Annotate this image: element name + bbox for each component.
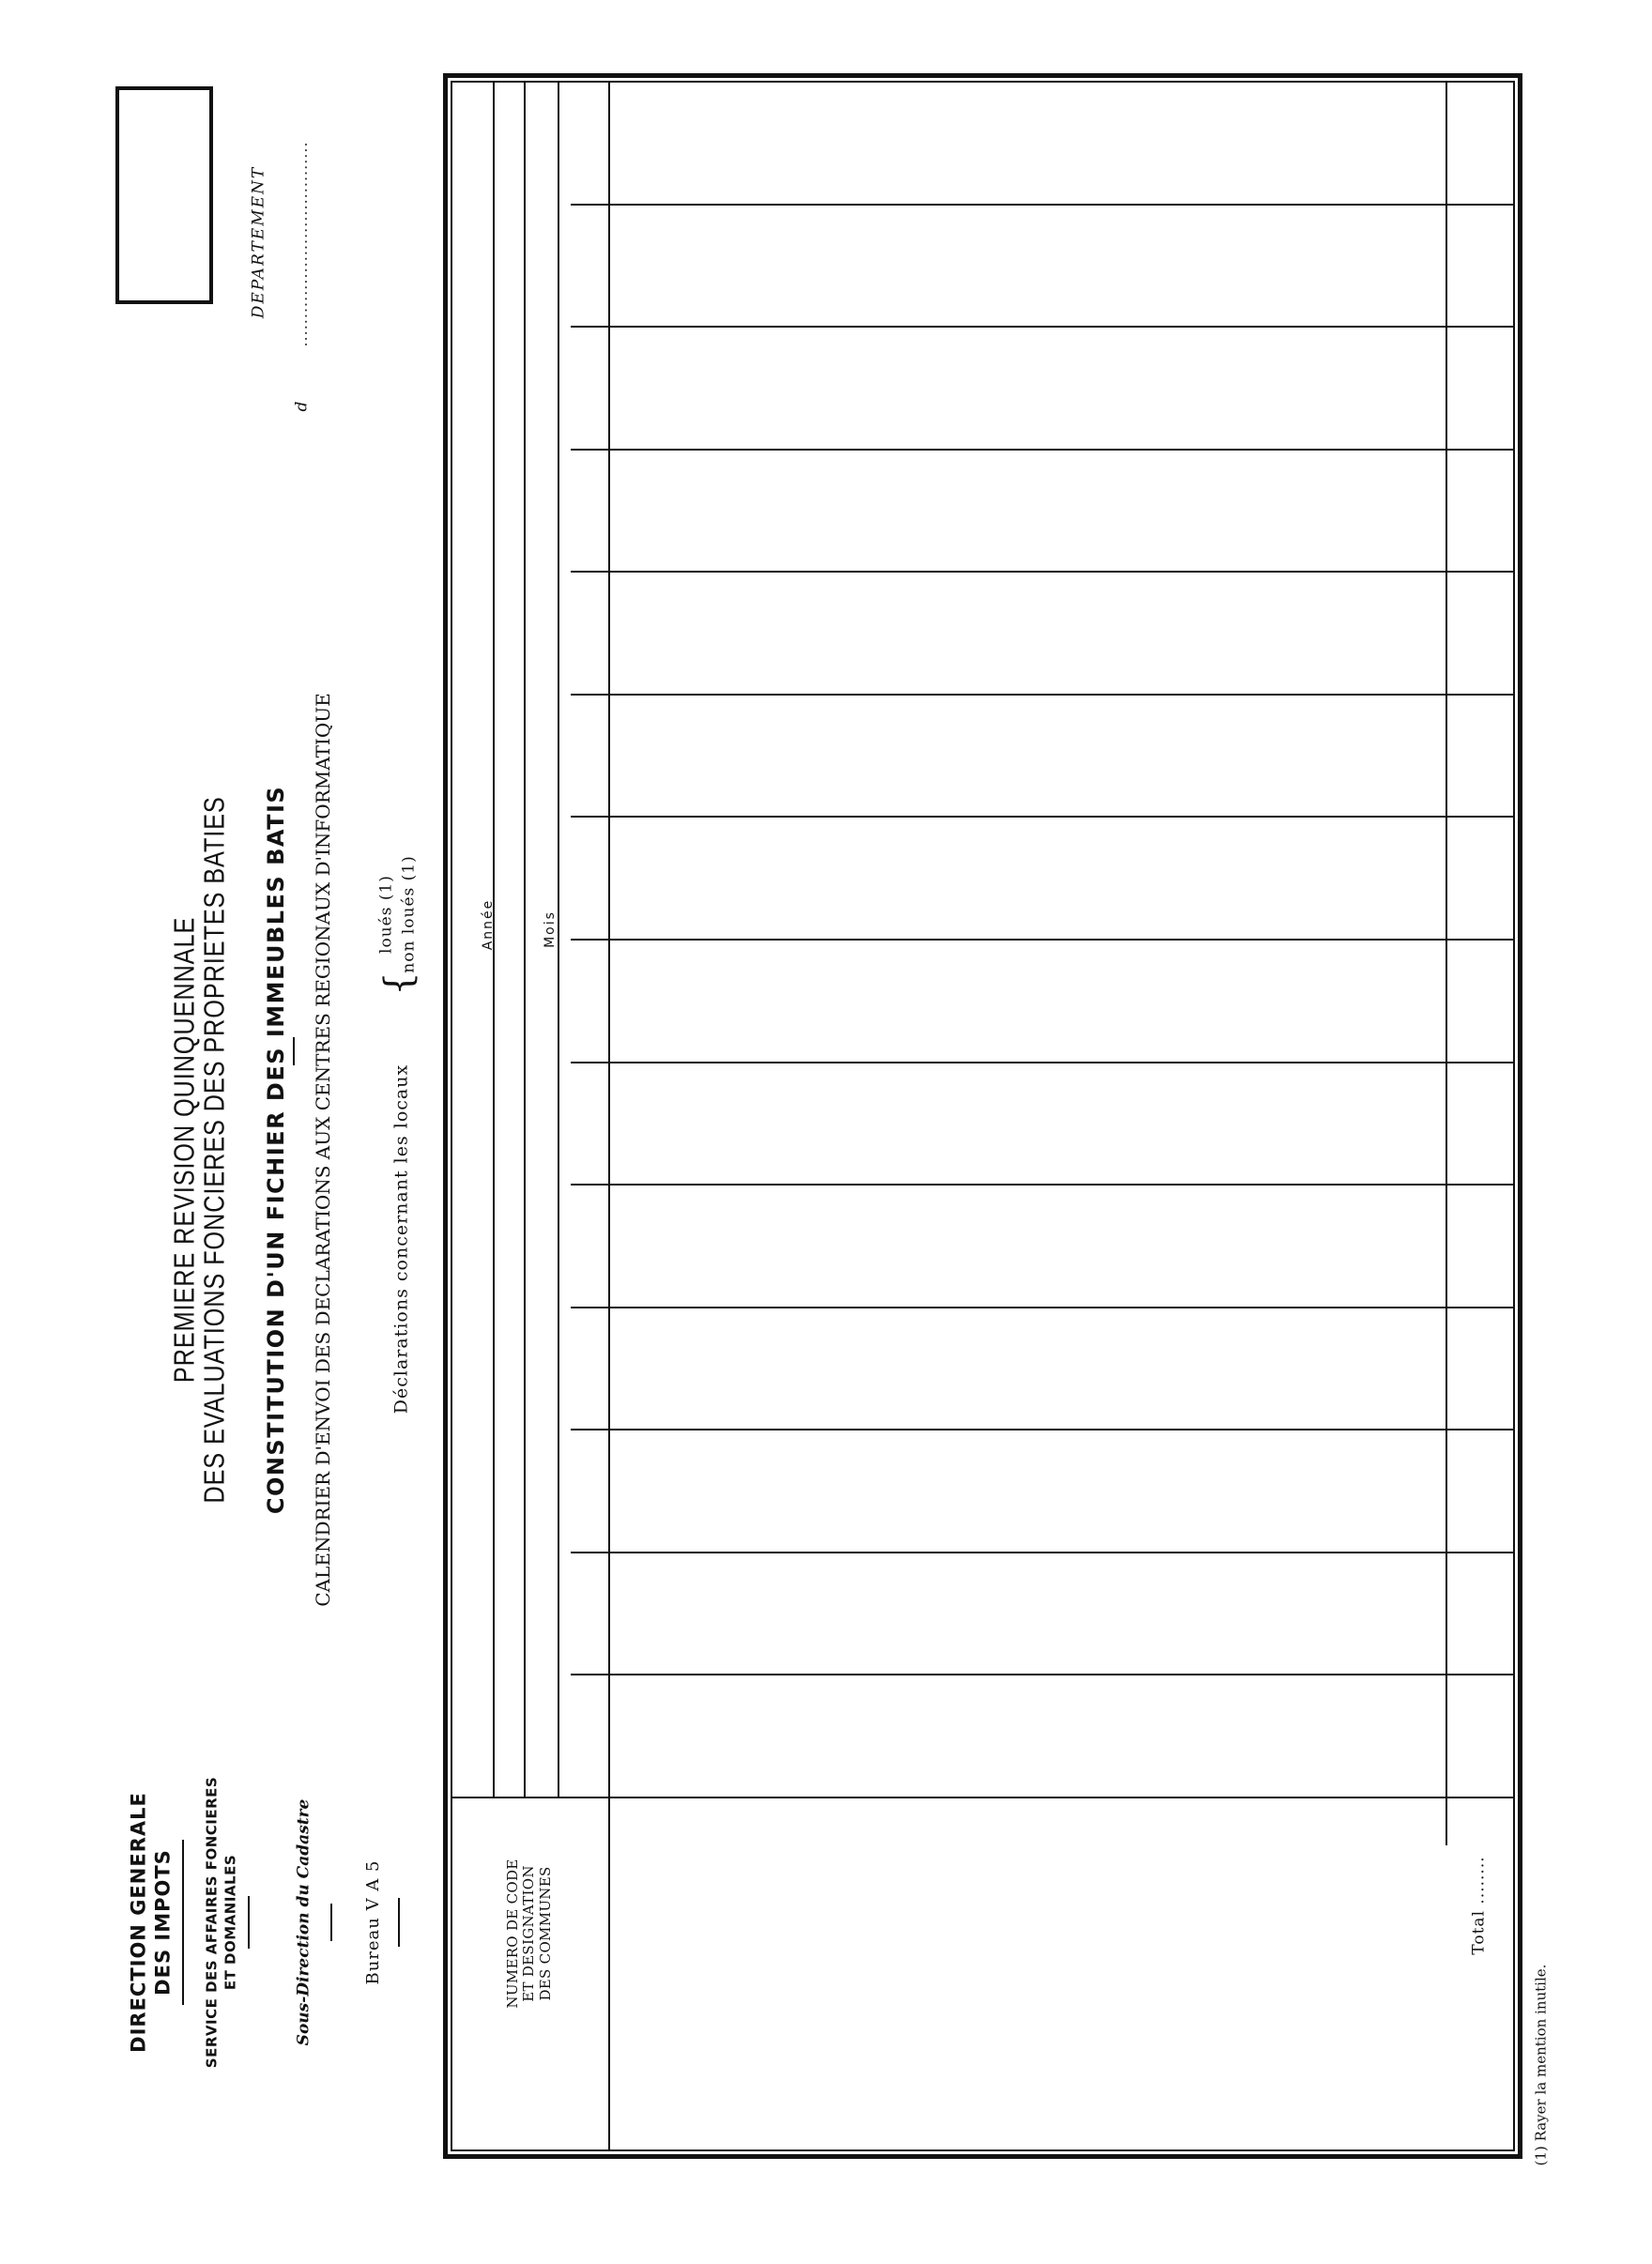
declarations-label: Déclarations concernant les locaux	[390, 1063, 412, 1415]
date-column-divider	[571, 1062, 1515, 1063]
stamp-box	[115, 86, 213, 304]
bureau-label: Bureau V A 5	[363, 1859, 383, 1985]
org-underline	[182, 1840, 184, 2005]
subdirection-underline	[330, 1904, 332, 1941]
title-line4: CALENDRIER D'ENVOI DES DECLARATIONS AUX CENTRES REGIONAUX D'INFORMATIQUE	[312, 693, 334, 1607]
header-separator-body	[608, 81, 610, 2151]
first-column-header: NUMERO DE CODE ET DESIGNATION DES COMMUNES	[504, 1859, 554, 2009]
date-column-divider	[571, 1184, 1515, 1186]
title-line3: CONSTITUTION D'UN FICHIER DES IMMEUBLES BATIS	[263, 785, 289, 1515]
service-line1: SERVICE DES AFFAIRES FONCIERES	[203, 1776, 221, 2069]
department-prefix: d	[292, 399, 312, 412]
date-column-divider	[571, 449, 1515, 451]
department-label: DEPARTEMENT	[249, 165, 268, 319]
date-column-divider	[571, 1674, 1515, 1675]
date-column-divider	[571, 1307, 1515, 1308]
date-column-divider	[571, 326, 1515, 328]
date-column-divider	[571, 204, 1515, 206]
date-column-divider	[571, 1552, 1515, 1553]
date-column-divider	[571, 816, 1515, 818]
service-line2: ET DOMANIALES	[222, 1854, 239, 1991]
date-column-divider	[571, 939, 1515, 941]
title-line2: DES EVALUATIONS FONCIERES DES PROPRIETES BATIES	[197, 796, 231, 1504]
date-column-divider	[571, 571, 1515, 573]
option-non-loues: non loués (1)	[399, 855, 419, 973]
bureau-underline	[398, 1898, 400, 1947]
first-column-separator	[451, 1797, 1515, 1798]
department-field[interactable]: ....................................	[293, 141, 311, 347]
total-separator	[1446, 81, 1447, 1845]
annee-label: Année	[481, 898, 496, 951]
service-underline	[248, 1896, 250, 1949]
subdirection-label: Sous-Direction du Cadastre	[294, 1798, 314, 2046]
footnote: (1) Rayer la mention inutile.	[1532, 1964, 1550, 2166]
date-column-divider	[571, 1429, 1515, 1430]
org-name-line1: DIRECTION GENERALE	[127, 1792, 150, 2053]
total-label: Total ........	[1469, 1856, 1489, 1955]
title-line1: PREMIERE REVISION QUINQUENNALE	[167, 916, 201, 1384]
table-inner-frame	[451, 81, 1515, 2151]
mois-label: Mois	[543, 910, 558, 948]
date-column-divider	[571, 694, 1515, 696]
title-line3-underline	[293, 1037, 295, 1065]
option-loues: loués (1)	[376, 875, 396, 954]
brace-icon: {	[377, 971, 421, 996]
org-name-line2: DES IMPOTS	[151, 1849, 175, 1996]
header-separator-mois	[524, 81, 526, 1797]
header-separator-jour	[558, 81, 559, 1797]
